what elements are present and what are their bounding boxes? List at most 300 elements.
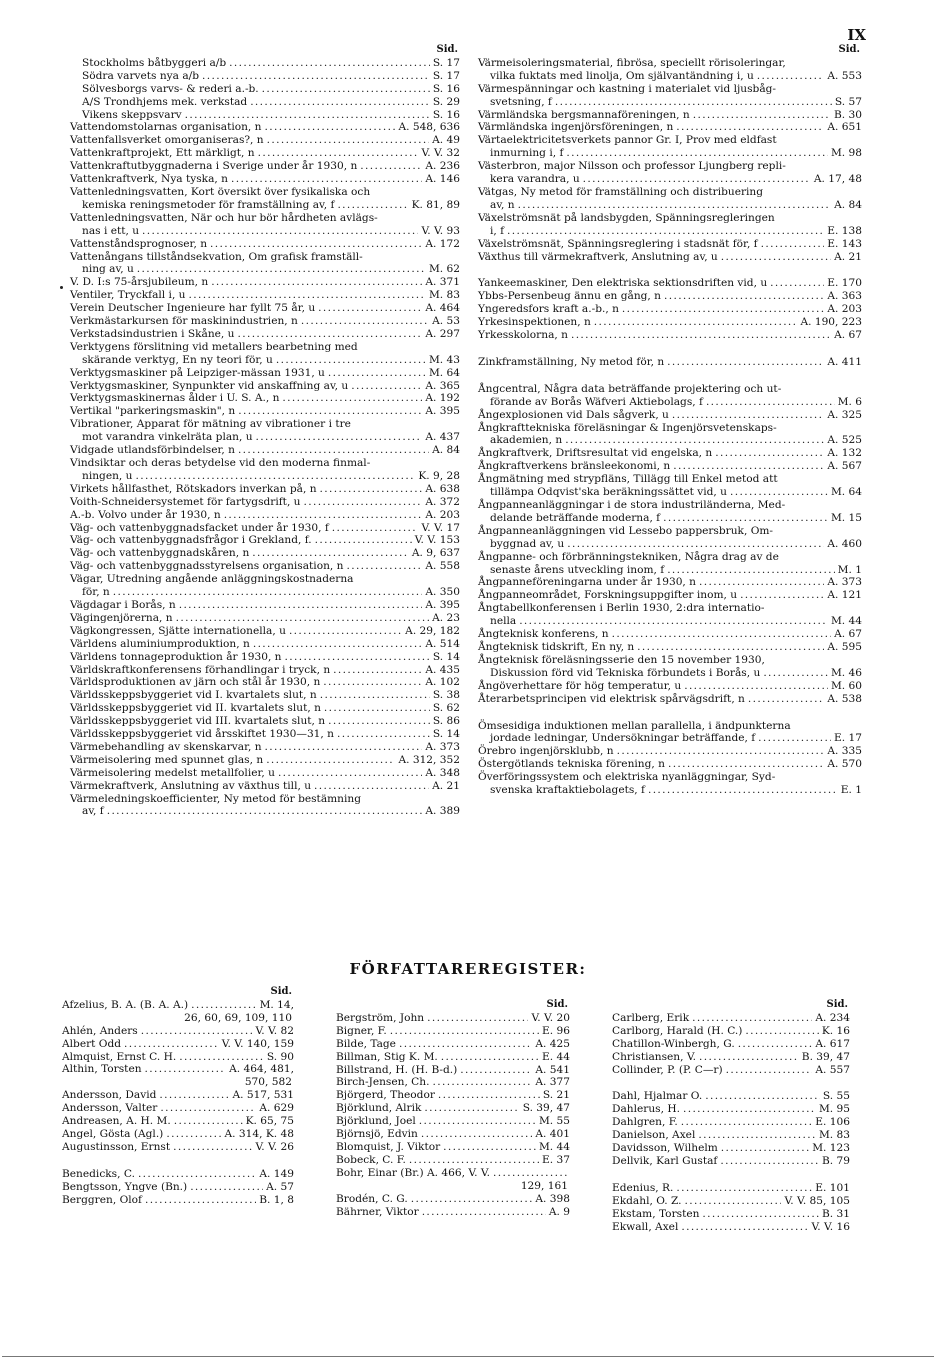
author-entry-title: Andersson, Valter <box>62 1102 158 1115</box>
leader-dots <box>571 329 831 342</box>
leader-dots <box>390 1025 539 1038</box>
author-entry-title: Danielson, Axel <box>612 1129 696 1142</box>
leader-dots <box>421 1128 533 1141</box>
author-entry <box>336 1206 570 1219</box>
subject-entry <box>70 470 460 483</box>
subject-entry-title: förande av Borås Wäfveri Aktiebolags, f <box>490 395 703 408</box>
author-entry <box>62 999 294 1012</box>
subject-entry <box>478 628 862 641</box>
scan-mark <box>60 286 63 289</box>
subject-entry-title: Ångexplosionen vid Dals sågverk, u <box>478 408 669 421</box>
subject-entry-reference: S. 38 <box>432 689 460 702</box>
subject-entry <box>478 147 862 160</box>
subject-entry <box>70 431 460 444</box>
subject-entry-reference: A. 553 <box>827 69 862 82</box>
subject-entry-reference: A. 67 <box>834 329 862 342</box>
subject-entry-title: Vattenkraftutbyggnaderna i Sverige under år 1930, n <box>70 160 358 173</box>
subject-entry-title: Östergötlands tekniska förening, n <box>478 758 665 771</box>
author-entry-title: Benedicks, C. <box>62 1167 135 1180</box>
subject-entry-reference: A. 435 <box>425 663 460 676</box>
author-entry-reference: S. 90 <box>266 1050 294 1063</box>
author-entry-reference: A. 557 <box>815 1063 850 1076</box>
subject-entry-reference: A. 49 <box>432 134 460 147</box>
subject-entry-reference: A. 236 <box>425 160 460 173</box>
leader-dots <box>441 1051 539 1064</box>
subject-entry <box>70 328 460 341</box>
author-entry-title: Bengtsson, Yngve (Bn.) <box>62 1180 188 1193</box>
leader-dots <box>190 1181 263 1194</box>
subject-entry-reference: A. 363 <box>827 290 862 303</box>
subject-entry-reference: M. 15 <box>830 511 862 524</box>
subject-entry-title: Värmeisolering med spunnet glas, n <box>70 753 264 766</box>
subject-entry-title: Verktygsmaskinernas ålder i U. S. A., n <box>70 392 280 405</box>
subject-entry-title: Vattendomstolarnas organisation, n <box>70 121 262 134</box>
subject-entry-reference: A. 203 <box>425 508 460 521</box>
leader-dots <box>699 1051 799 1064</box>
subject-entry-reference: K. 81, 89 <box>411 198 460 211</box>
spacer <box>62 1154 294 1168</box>
subject-entry <box>478 277 862 290</box>
author-entry <box>612 1025 850 1038</box>
subject-entry <box>70 754 460 767</box>
subject-entry-title: ning av, u <box>82 263 134 276</box>
leader-dots <box>702 1208 819 1221</box>
leader-dots <box>301 315 429 328</box>
author-index-column-1 <box>62 986 294 1207</box>
subject-entry-title: Zinkframställning, Ny metod för, n <box>478 355 665 368</box>
author-entry <box>336 1012 570 1025</box>
leader-dots <box>265 121 396 134</box>
subject-entry-title: Vägdagar i Borås, n <box>70 598 176 611</box>
subject-entry-reference: K. 9, 28 <box>418 469 460 482</box>
leader-dots <box>276 354 426 367</box>
subject-entry-line: Ångpanneanläggningen vid Lessebo pappersbruk, Om- <box>478 524 774 537</box>
author-index-column-3 <box>612 999 850 1234</box>
subject-entry-title: akademien, n <box>490 434 563 447</box>
leader-dots <box>262 83 430 96</box>
subject-entry <box>70 134 460 147</box>
subject-entry-reference: A. 146 <box>425 173 460 186</box>
author-entry-reference: B. 39, 47 <box>801 1050 850 1063</box>
subject-entry-reference: A. 23 <box>432 611 460 624</box>
author-entry <box>612 1182 850 1195</box>
leader-dots <box>159 1089 229 1102</box>
author-entry-reference: K. 65, 75 <box>245 1115 294 1128</box>
subject-entry-title: tillämpa Odqvist'ska beräkningssättet vid, u <box>490 486 727 499</box>
subject-entry-reference: M. 1 <box>837 563 862 576</box>
author-entry-reference: V. V. 26 <box>255 1140 294 1153</box>
leader-dots <box>252 547 409 560</box>
subject-entry-line: Vägar, Utredning angående anläggningskostnaderna <box>70 573 354 586</box>
subject-entry <box>70 664 460 677</box>
subject-entry <box>478 173 862 186</box>
leader-dots <box>721 1142 809 1155</box>
leader-dots <box>314 780 429 793</box>
subject-entry-title: Yankeemaskiner, Den elektriska sektionsdriften vid, u <box>478 277 768 290</box>
author-entry-title: Bährner, Viktor <box>336 1205 419 1218</box>
leader-dots <box>256 431 423 444</box>
author-entry-continuation: 129, 161 <box>520 1179 568 1192</box>
author-entry-reference: V. V. 20 <box>531 1011 570 1024</box>
author-entry <box>62 1141 294 1154</box>
author-entry-title: Andreasen, A. H. M. <box>62 1115 171 1128</box>
author-entry <box>612 1103 850 1116</box>
subject-entry-reference: M. 60 <box>830 679 862 692</box>
author-entry-reference: A. 541 <box>535 1063 570 1076</box>
subject-entry-title: Värmländska ingenjörsföreningen, n <box>478 121 674 134</box>
subject-entry-reference: A. 203 <box>827 303 862 316</box>
leader-dots <box>411 1193 533 1206</box>
subject-entry-title: byggnad av, u <box>490 537 565 550</box>
subject-entry <box>478 96 862 109</box>
author-entry-reference: V. V. 140, 159 <box>221 1037 294 1050</box>
author-entry-title: Afzelius, B. A. (B. A. A.) <box>62 998 189 1011</box>
subject-entry <box>70 225 460 238</box>
author-entry-title: Angel, Gösta (Agl.) <box>62 1127 164 1140</box>
subject-entry-line: Ångcentral, Några data beträffande projektering och ut- <box>478 382 782 395</box>
subject-entry-title: Världsproduktionen av järn och stål år 1930, n <box>70 676 321 689</box>
author-entry <box>612 1221 850 1234</box>
leader-dots <box>583 173 811 186</box>
author-entry-reference: A. 464, 481, <box>229 1063 294 1076</box>
subject-entry-line: Vindsiktar och deras betydelse vid den moderna finmal- <box>70 457 371 469</box>
author-entry-title: Bilde, Tage <box>336 1037 396 1050</box>
leader-dots <box>518 199 832 212</box>
subject-entry-title: Verkmästarkursen för maskinindustrien, n <box>70 315 298 328</box>
subject-entry <box>478 251 862 264</box>
subject-entry <box>478 486 862 499</box>
author-entry-title: Ekstam, Torsten <box>612 1207 700 1220</box>
subject-entry-title: Växthus till värmekraftverk, Anslutning av, u <box>478 250 718 263</box>
leader-dots <box>145 1063 227 1076</box>
leader-dots <box>238 444 429 457</box>
scan-edge-line <box>2 1356 934 1357</box>
subject-entry-title: Voith-Schneidersystemet för fartygsdrift, u <box>70 495 301 508</box>
subject-entry-title: Ångteknisk tidskrift, En ny, n <box>478 640 635 653</box>
author-entry <box>336 1051 570 1064</box>
leader-dots <box>258 147 419 160</box>
author-entry-title: Dahlerus, H. <box>612 1103 680 1116</box>
subject-entry-title: V. D. I:s 75-årsjubileum, n <box>70 276 209 289</box>
subject-entry-reference: A. 53 <box>432 315 460 328</box>
author-entry-reference: A. 9 <box>548 1205 570 1218</box>
author-entry-reference: E. 44 <box>542 1050 570 1063</box>
subject-entry <box>70 315 460 328</box>
subject-entry-reference: S. 62 <box>432 702 460 715</box>
subject-entry <box>478 396 862 409</box>
subject-entry <box>70 302 460 315</box>
subject-entry <box>478 70 862 83</box>
leader-dots <box>419 1115 536 1128</box>
leader-dots <box>179 1051 264 1064</box>
subject-entry-title: A/S Trondhjems mek. verkstad <box>82 95 248 108</box>
subject-entry <box>70 392 460 405</box>
subject-entry-title: Vikens skeppsvarv <box>82 108 182 121</box>
author-entry-title: Almquist, Ernst C. H. <box>62 1050 177 1063</box>
leader-dots <box>185 109 430 122</box>
subject-entry-title: kemiska reningsmetoder för framställning av, f <box>82 198 335 211</box>
leader-dots <box>145 1194 256 1207</box>
leader-dots <box>676 121 824 134</box>
subject-entry-reference: A. 121 <box>827 589 862 602</box>
author-entry-title: Björklund, Joel <box>336 1115 416 1128</box>
subject-entry <box>478 238 862 251</box>
subject-entry-reference: V. V. 93 <box>421 224 460 237</box>
leader-dots <box>141 1025 253 1038</box>
subject-entry <box>70 121 460 134</box>
subject-entry <box>70 444 460 457</box>
author-entry-reference: A. 149 <box>259 1167 294 1180</box>
subject-entry <box>478 576 862 589</box>
subject-entry-title: Sölvesborgs varvs- & rederi a.-b. <box>82 82 259 95</box>
subject-entry <box>478 316 862 329</box>
leader-dots <box>337 199 408 212</box>
author-entry-title: Björgerd, Theodor <box>336 1089 435 1102</box>
subject-entry-title: Växelströmsnät, Spänningsreglering i stadsnät för, f <box>478 237 758 250</box>
subject-entry <box>70 83 460 96</box>
author-entry <box>612 1208 850 1221</box>
leader-dots <box>432 1076 532 1089</box>
subject-entry <box>478 564 862 577</box>
subject-entry-title: Ångpanneområdet, Forskningsuppgifter inom, u <box>478 589 738 602</box>
leader-dots <box>698 1129 816 1142</box>
subject-entry-title: Vägingenjörerna, n <box>70 611 173 624</box>
leader-dots <box>337 728 430 741</box>
leader-dots <box>493 1167 567 1180</box>
leader-dots <box>266 754 395 767</box>
leader-dots <box>663 512 828 525</box>
author-entry-reference: A. 629 <box>259 1102 294 1115</box>
subject-entry <box>70 380 460 393</box>
leader-dots <box>706 396 835 409</box>
author-entry-reference: E. 106 <box>815 1116 850 1129</box>
subject-entry-title: Vattenkraftprojekt, Ett märkligt, n <box>70 147 255 160</box>
subject-entry-reference: A. 132 <box>827 447 862 460</box>
leader-dots <box>135 470 415 483</box>
subject-entry <box>70 702 460 715</box>
leader-dots <box>231 173 422 186</box>
subject-entry-title: Ångöverhettare för hög temperatur, u <box>478 679 682 692</box>
author-entry-reference: A. 617 <box>815 1037 850 1050</box>
subject-entry-title: Virkets hållfasthet, Rötskadors inverkan på, n <box>70 482 317 495</box>
subject-entry-title: Örebro ingenjörsklubb, n <box>478 745 614 758</box>
subject-entry <box>70 560 460 573</box>
subject-entry <box>70 109 460 122</box>
author-entry <box>336 1154 570 1167</box>
subject-entry-reference: A. 17, 48 <box>813 173 862 186</box>
leader-dots <box>720 1155 819 1168</box>
subject-entry-title: Vattenfallsverket omorganiseras?, n <box>70 134 264 147</box>
subject-entry-title: Verktygsmaskiner på Leipziger-mässan 1931, u <box>70 366 325 379</box>
author-entry <box>62 1051 294 1064</box>
subject-entry-title: Ångpanneföreningarna under år 1930, n <box>478 576 696 589</box>
author-entry-reference: A. 377 <box>535 1076 570 1089</box>
subject-entry-reference: S. 57 <box>834 95 862 108</box>
subject-entry-title: Väg- och vattenbyggnadskåren, n <box>70 547 250 560</box>
leader-dots <box>304 496 423 509</box>
leader-dots <box>705 1090 820 1103</box>
subject-entry-title: Världsskeppsbyggeriet vid I. kvartalets slut, n <box>70 689 317 702</box>
subject-entry <box>70 651 460 664</box>
spacer <box>612 1076 850 1090</box>
author-entry-title: Davidsson, Wilhelm <box>612 1142 718 1155</box>
leader-dots <box>612 628 832 641</box>
subject-entry-reference: A. 460 <box>827 537 862 550</box>
subject-entry <box>70 522 460 535</box>
subject-entry <box>70 612 460 625</box>
author-entry <box>62 1168 294 1181</box>
author-entry-title: Björklund, Alrik <box>336 1102 422 1115</box>
leader-dots <box>763 667 828 680</box>
author-index-column-2 <box>336 999 570 1218</box>
subject-entry-title: Ångkraftverkens bränsleekonomi, n <box>478 460 671 473</box>
leader-dots <box>166 1128 221 1141</box>
author-entry-title: Ekdahl, O. Z. <box>612 1194 682 1207</box>
author-entry-title: Chatillon-Winbergh, G. <box>612 1037 735 1050</box>
subject-entry-reference: S. 86 <box>432 715 460 728</box>
subject-entry-title: Världsskeppsbyggeriet vid årsskiftet 1930—31, n <box>70 728 334 741</box>
author-entry-continuation: 26, 60, 69, 109, 110 <box>184 1011 292 1024</box>
author-entry-reference: B. 1, 8 <box>259 1193 294 1206</box>
subject-entry-title: Verkstadsindustrien i Skåne, u <box>70 327 235 340</box>
subject-entry-title: för, n <box>82 586 110 599</box>
author-entry-title: Bigner, F. <box>336 1024 387 1037</box>
subject-entry-line: Ångmätning med strypfläns, Tillägg till Enkel metod att <box>478 473 778 486</box>
subject-entry-reference: A. 21 <box>432 779 460 792</box>
subject-entry-title: ningen, u <box>82 469 133 482</box>
subject-entry <box>70 276 460 289</box>
leader-dots <box>438 1089 540 1102</box>
subject-entry-reference: B. 30 <box>834 108 862 121</box>
subject-entry-line: Ömsesidiga induktionen mellan parallella, i ändpunkterna <box>478 719 791 732</box>
leader-dots <box>738 1038 813 1051</box>
subject-entry <box>70 599 460 612</box>
subject-entry-title: Världsskeppsbyggeriet vid II. kvartalets slut, n <box>70 702 321 715</box>
subject-entry-title: Världskraftkonferensens förhandlingar i tryck, n <box>70 663 331 676</box>
author-entry-continuation: 570, 582 <box>244 1076 292 1089</box>
author-index-heading: FÖRFATTAREREGISTER: <box>349 960 587 978</box>
subject-entry <box>70 689 460 702</box>
author-entry-title: Althin, Torsten <box>62 1063 142 1076</box>
subject-entry-title: Värmeisolering medelst metallfolier, u <box>70 766 275 779</box>
author-entry-title: Ahlén, Anders <box>62 1024 138 1037</box>
author-entry-reference: M. 14, <box>259 998 294 1011</box>
subject-entry <box>70 289 460 302</box>
subject-entry-title: inmurning i, f <box>490 147 564 160</box>
subject-entry-reference: A. 29, 182 <box>405 624 460 637</box>
author-entry-title: Bergström, John <box>336 1011 425 1024</box>
leader-dots <box>758 732 831 745</box>
author-entry-reference: V. V. 82 <box>255 1024 294 1037</box>
subject-entry-reference: A. 350 <box>425 586 460 599</box>
subject-entry-title: Ybbs-Persenbeug ännu en gång, n <box>478 290 661 303</box>
leader-dots <box>333 664 422 677</box>
subject-entry-title: Ångkraftverk, Driftsresultat vid engelska, n <box>478 447 713 460</box>
author-entry-reference: S. 39, 47 <box>522 1102 570 1115</box>
leader-dots <box>360 160 422 173</box>
leader-dots <box>289 625 402 638</box>
subject-entry-title: A.-b. Volvo under år 1930, n <box>70 508 221 521</box>
author-entry <box>62 1194 294 1207</box>
subject-entry-reference: A. 558 <box>425 560 460 573</box>
leader-dots <box>250 96 430 109</box>
author-entry <box>612 1064 850 1077</box>
subject-entry-line: Ångtabellkonferensen i Berlin 1930, 2:dra internatio- <box>478 602 765 615</box>
leader-dots <box>202 70 430 83</box>
leader-dots <box>278 767 422 780</box>
subject-entry-reference: E. 17 <box>834 732 862 745</box>
author-entries-1 <box>62 999 294 1207</box>
leader-dots <box>324 702 430 715</box>
leader-dots <box>668 758 824 771</box>
author-entry <box>612 1116 850 1129</box>
leader-dots <box>351 380 422 393</box>
author-entry <box>336 1076 570 1089</box>
author-entry-reference: M. 123 <box>812 1142 850 1155</box>
subject-entry-reference: A. 411 <box>827 355 862 368</box>
subject-entry <box>478 460 862 473</box>
subject-entry <box>478 615 862 628</box>
leader-dots <box>229 57 430 70</box>
subject-entry-title: Ventiler, Tryckfall i, u <box>70 289 186 302</box>
author-entry <box>612 1129 850 1142</box>
subject-index-left-column <box>70 44 460 818</box>
subject-entry-title: Yrkesskolorna, n <box>478 329 568 342</box>
subject-entries-right <box>478 57 862 797</box>
author-entry-title: Bobeck, C. F. <box>336 1153 406 1166</box>
leader-dots <box>253 638 423 651</box>
sid-label: Sid. <box>838 44 860 55</box>
leader-dots <box>672 409 825 422</box>
subject-entry-title: Ångteknisk konferens, n <box>478 628 609 641</box>
subject-entry <box>478 667 862 680</box>
leader-dots <box>637 641 824 654</box>
subject-entry <box>70 199 460 212</box>
subject-entry <box>70 57 460 70</box>
author-entry-title: Birch-Jensen, Ch. <box>336 1076 430 1089</box>
leader-dots <box>555 96 832 109</box>
subject-entry-title: Södra varvets nya a/b <box>82 69 200 82</box>
subject-entry <box>478 538 862 551</box>
author-entry-title: Andersson, David <box>62 1089 157 1102</box>
subject-entry-line: Ångpanneanläggningar i de stora industriländerna, Med- <box>478 499 786 511</box>
leader-dots <box>681 1221 808 1234</box>
leader-dots <box>318 302 422 315</box>
author-entry <box>62 1025 294 1038</box>
subject-entry <box>70 405 460 418</box>
subject-entry-reference: A. 297 <box>425 327 460 340</box>
subject-entry <box>478 745 862 758</box>
subject-entry-reference: A. 651 <box>827 121 862 134</box>
subject-entry <box>70 728 460 741</box>
leader-dots <box>676 1182 812 1195</box>
author-entry-reference: S. 21 <box>542 1089 570 1102</box>
author-entry <box>336 1102 570 1115</box>
leader-dots <box>770 277 824 290</box>
leader-dots <box>685 1195 782 1208</box>
author-entry <box>612 1012 850 1025</box>
author-entry <box>62 1102 294 1115</box>
author-entry-title: Edenius, R. <box>612 1181 674 1194</box>
leader-dots <box>174 1115 243 1128</box>
subject-entry-title: av, f <box>82 805 104 818</box>
subject-entry-reference: A. 395 <box>425 405 460 418</box>
leader-dots <box>346 560 422 573</box>
subject-entry-title: Yngeredsfors kraft a.-b., n <box>478 303 619 316</box>
subject-entry-reference: M. 83 <box>428 289 460 302</box>
leader-dots <box>328 367 426 380</box>
leader-dots <box>265 741 423 754</box>
